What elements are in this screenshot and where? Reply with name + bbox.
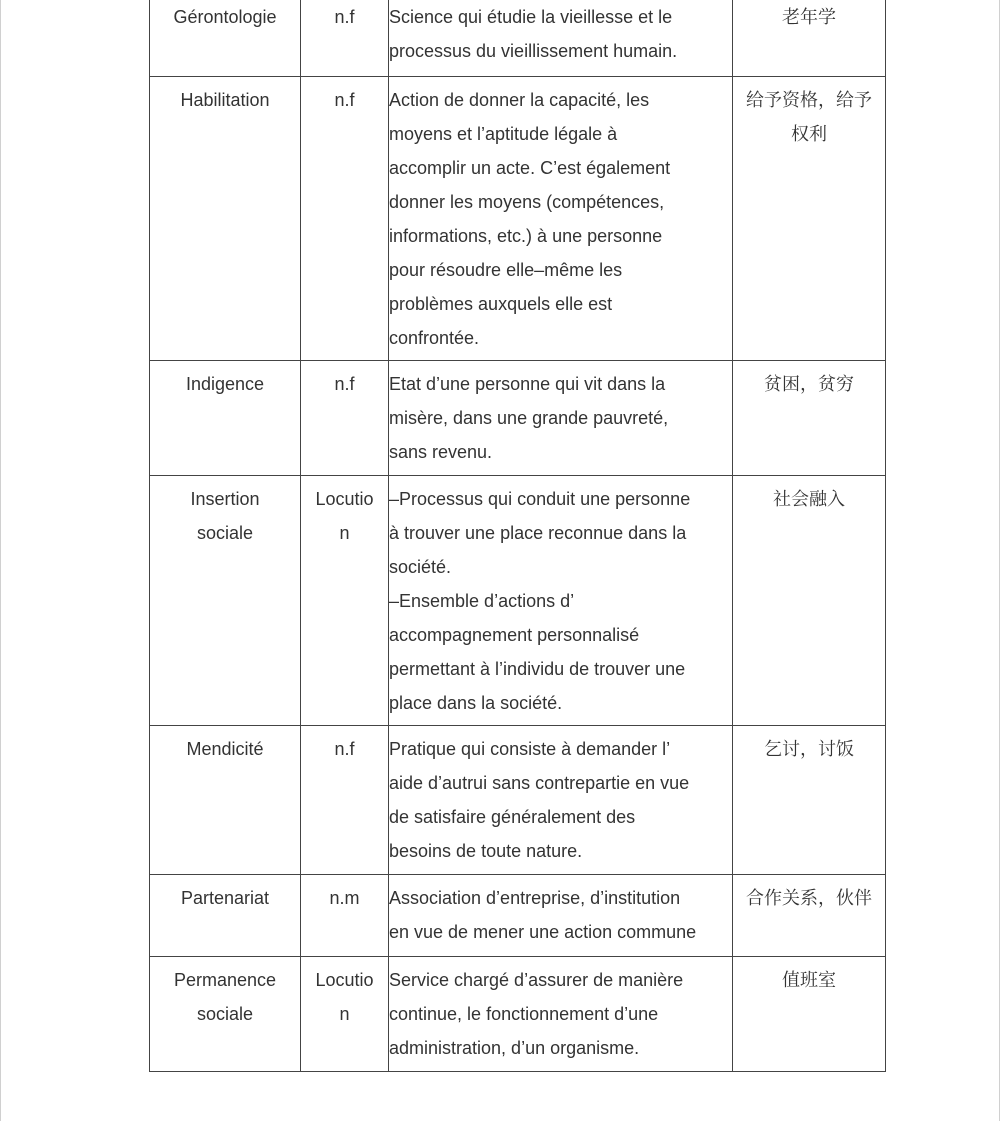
translation-cell xyxy=(733,875,886,957)
term-cell xyxy=(150,0,301,77)
part-of-speech-cell xyxy=(301,361,389,476)
term-text: Gérontologie xyxy=(173,7,277,27)
term-text: Insertion sociale xyxy=(190,489,260,543)
definition-cell xyxy=(389,875,733,957)
table-row xyxy=(150,361,886,476)
part-of-speech-cell xyxy=(301,875,389,957)
table-row xyxy=(150,0,886,77)
definition-text: Etat d’une personne qui vit dans la misère, dans une grande pauvreté, sans revenu. xyxy=(389,374,669,462)
part-of-speech-cell xyxy=(301,476,389,726)
translation-cell xyxy=(733,77,886,361)
definition-cell xyxy=(389,726,733,875)
translation-cell xyxy=(733,726,886,875)
definition-cell xyxy=(389,476,733,726)
definition-cell xyxy=(389,0,733,77)
term-cell xyxy=(150,361,301,476)
term-text: Habilitation xyxy=(180,90,270,110)
translation-cell xyxy=(733,0,886,77)
term-cell xyxy=(150,726,301,875)
term-text: Permanence sociale xyxy=(173,970,277,1024)
translation-text: 合作关系，伙伴 xyxy=(746,888,872,908)
term-cell xyxy=(150,875,301,957)
translation-text: 社会融入 xyxy=(773,489,845,509)
definition-text: Pratique qui consiste à demander l’ aide d’autrui sans contrepartie en vue de satisfaire généralement des besoins de toute nature. xyxy=(389,739,690,861)
term-text: Partenariat xyxy=(180,888,270,908)
part-of-speech-text: Locutio n xyxy=(315,970,374,1024)
part-of-speech-text: n.m xyxy=(329,888,360,908)
part-of-speech-text: Locutio n xyxy=(315,489,374,543)
part-of-speech-cell xyxy=(301,77,389,361)
translation-cell xyxy=(733,957,886,1072)
definition-cell xyxy=(389,361,733,476)
definition-text: Action de donner la capacité, les moyens et l’aptitude légale à accomplir un acte. C’est également donner les moyens (compétences, informations, etc.) à une personne pour résoudre elle–même les problèmes auxquels elle est confrontée. xyxy=(389,90,671,348)
translation-cell xyxy=(733,361,886,476)
part-of-speech-cell xyxy=(301,726,389,875)
term-text: Mendicité xyxy=(186,739,264,759)
definition-text: Service chargé d’assurer de manière continue, le fonctionnement d’une administration, d’un organisme. xyxy=(389,970,684,1058)
translation-text: 值班室 xyxy=(782,970,836,990)
part-of-speech-cell xyxy=(301,0,389,77)
translation-text: 给予资格，给予 权利 xyxy=(746,90,872,144)
definition-text: Association d’entreprise, d’institution en vue de mener une action commune xyxy=(389,888,697,942)
definition-cell xyxy=(389,957,733,1072)
term-cell xyxy=(150,957,301,1072)
definition-text: Science qui étudie la vieillesse et le processus du vieillissement humain. xyxy=(389,7,678,61)
part-of-speech-cell xyxy=(301,957,389,1072)
translation-text: 乞讨，讨饭 xyxy=(764,739,854,759)
part-of-speech-text: n.f xyxy=(334,7,355,27)
translation-text: 贫困，贫穷 xyxy=(764,374,854,394)
table-row xyxy=(150,77,886,361)
part-of-speech-text: n.f xyxy=(334,90,355,110)
page-left-edge xyxy=(0,0,1,1121)
term-text: Indigence xyxy=(185,374,265,394)
definition-cell xyxy=(389,77,733,361)
term-cell xyxy=(150,77,301,361)
glossary-table xyxy=(149,0,886,1072)
table-row xyxy=(150,476,886,726)
definition-text: –Processus qui conduit une personne à trouver une place reconnue dans la société. –Ensemble d’actions d’ accompagnement personnalisé permettant à l’individu de trouver une place dans la société. xyxy=(389,489,691,713)
translation-cell xyxy=(733,476,886,726)
table-row xyxy=(150,957,886,1072)
part-of-speech-text: n.f xyxy=(334,739,355,759)
part-of-speech-text: n.f xyxy=(334,374,355,394)
table-row xyxy=(150,726,886,875)
translation-text: 老年学 xyxy=(782,7,836,27)
table-row xyxy=(150,875,886,957)
term-cell xyxy=(150,476,301,726)
